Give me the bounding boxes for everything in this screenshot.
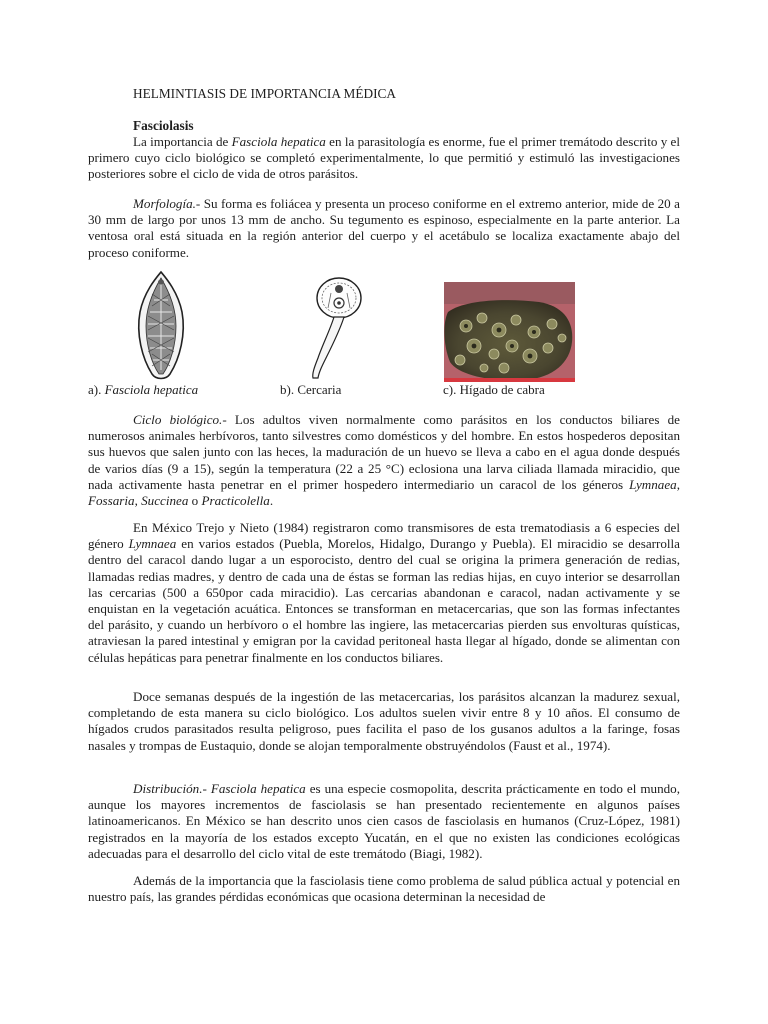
document-title: HELMINTIASIS DE IMPORTANCIA MÉDICA (133, 86, 396, 101)
distribucion-species: Fasciola hepatica (206, 781, 306, 796)
ciclo-sep-1: , (676, 476, 680, 492)
figure-caption-c: c). Hígado de cabra (443, 382, 545, 397)
genus-succinea: Succinea (141, 493, 189, 509)
morfologia-paragraph (88, 196, 680, 261)
ciclo-paragraph (88, 412, 680, 509)
cercaria-figure (300, 272, 372, 382)
section-heading: Fasciolasis (133, 118, 194, 133)
distribucion-paragraph (88, 781, 680, 862)
distribucion-label: Distribución.- (133, 781, 207, 796)
genus-fossaria: Fossaria (88, 493, 135, 509)
figure-caption-b: b). Cercaria (280, 382, 342, 397)
caption-a-species: Fasciola hepatica (104, 382, 199, 397)
figure-caption-a (88, 382, 198, 398)
mexico-text-a: En México Trejo y Nieto (1984) registraron como transmisores de esta trematodiasis a 6 especies del género (88, 520, 680, 552)
distribucion-text: es una especie cosmopolita, descrita prácticamente en todo el mundo, aunque los mayores incrementos de fasciolasis se han presentado recientemente en algunos países latinoamericanos. En México se han descrito unos cien casos de fasciolasis en humanos (Cruz-López, 1981) registrados en la mayoría de los estados excepto Yucatán, en el que no existen las condiciones ecológicas adecuadas para el desarrollo del ciclo vital de este tremátodo (Biagi, 1982). (88, 781, 680, 861)
intro-species: Fasciola hepatica (231, 134, 326, 149)
intro-paragraph (88, 134, 680, 183)
intro-text-c: en la parasitología es enorme, fue el primer tremátodo descrito y el primero cuyo ciclo biológico se completó experimentalmente, lo que permitió y estimuló las investigaciones posteriores sobre el ciclo de vida de otros parásitos. (88, 134, 680, 182)
doce-paragraph: Doce semanas después de la ingestión de las metacercarias, los parásitos alcanzan la madurez sexual, completando de esta manera su ciclo biológico. Los adultos suelen vivir entre 8 y 10 años. El consumo de hígados crudos parasitados resulta peligroso, pues facilita el paso de los gusanos adultos a la faringe, fosas nasales y trompas de Eustaquio, donde se alojan temporalmente obstruyéndolos (Faust et al., 1974). (88, 689, 680, 753)
caption-a-prefix: a). (88, 382, 105, 397)
ciclo-text: Los adultos viven normalmente como parásitos en los conductos biliares de numerosos animales herbívoros, tanto silvestres como domésticos y del hombre. En estos hospederos depositan sus huevos que salen junto con las heces, la maduración de un huevo se lleva a cabo en el agua donde después de varios días (9 a 15), según la temperatura (22 a 25 °C) eclosiona una larva ciliada llamada miracidio, que nada activamente hasta penetrar en el primer hospedero intermediario un caracol de los géneros (88, 412, 680, 492)
morfologia-text: Su forma es foliácea y presenta un proceso coniforme en el extremo anterior, mide de 20 a 30 mm de largo por unos 13 mm de ancho. Su tegumento es espinoso, especialmente en la parte anterior. La ventosa oral está situada en la región anterior del cuerpo y el acetábulo se localiza exactamente abajo del proceso coniforme. (88, 196, 680, 260)
ciclo-end: . (269, 493, 274, 509)
higado-de-cabra-photo (444, 282, 575, 382)
morfologia-label: Morfología.- (133, 196, 201, 211)
genus-lymnaea: Lymnaea (629, 476, 677, 492)
mexico-paragraph (88, 520, 680, 666)
mexico-genus: Lymnaea (128, 536, 177, 552)
ciclo-label: Ciclo biológico.- (133, 412, 227, 427)
genus-practicolella: Practicolella (201, 493, 270, 509)
intro-text-a: La importancia de (133, 134, 232, 149)
fasciola-hepatica-figure (132, 270, 190, 382)
ciclo-sep-3: o (188, 493, 202, 509)
mexico-text-b: en varios estados (Puebla, Morelos, Hidalgo, Durango y Puebla). El miracidio se desarrolla dentro del caracol dando lugar a un esporocisto, dentro del cual se origina la primera generación de redias, llamadas redias madres, y dentro de cada una de éstas se forman las redias hijas, en cuyo interior se desarrollan las cercarias (500 a 650por cada miracidio). Las cercarias abandonan e caracol, nadan activamente y se enquistan en la vegetación acuática. Entonces se transforman en metacercarias, que son las formas infectantes del parásito, y cuando un herbívoro o el hombre las ingiere, las metacercarias pierden sus envolturas quísticas, atraviesan la pared intestinal y emigran por la cavidad peritoneal hasta llegar al hígado, donde se alimentan con células hepáticas para penetrar finalmente en los conductos biliares. (88, 536, 680, 665)
ademas-paragraph: Además de la importancia que la fasciolasis tiene como problema de salud pública actual y potencial en nuestro país, las grandes pérdidas económicas que ocasiona determinan la necesidad de (88, 873, 680, 905)
ciclo-sep-2: , (134, 493, 142, 509)
